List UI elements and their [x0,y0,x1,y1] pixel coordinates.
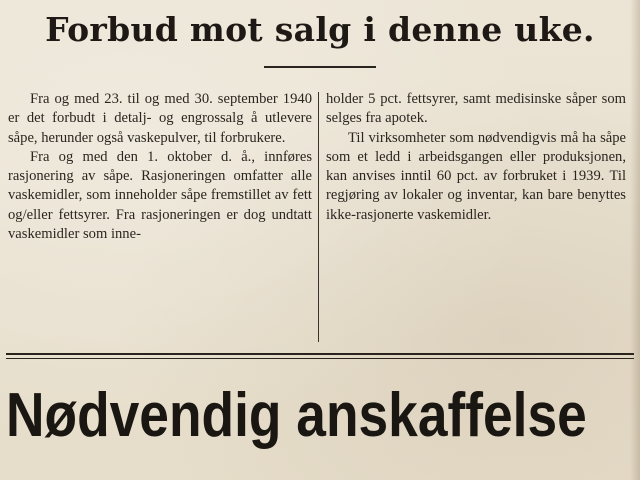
next-article-headline: Nødvendig anskaffelse [6,381,587,450]
paragraph-ban-period: Fra og med 23. til og med 30. september 1940 er det forbudt i detalj- og engrossalg å utlevere såpe, herunder også vaskepulver, til forbrukere. [8,91,312,146]
article-column-left [8,90,312,244]
page-edge-shadow [630,0,640,480]
article-column-right [326,90,626,225]
article-headline: Forbud mot salg i denne uke. [45,10,595,49]
section-divider-top [6,353,634,355]
paragraph-exemptions: holder 5 pct. fettsyrer, samt medisinske såper som selges fra apotek. [326,91,626,127]
column-divider [318,92,319,342]
paragraph-rationing: Fra og med den 1. oktober d. å., innføres rasjonering av såpe. Rasjoneringen omfatter alle vaskemidler, som inneholder såpe fremstillet av fett og/eller fettsyrer. Fra rasjoneringen er dog undtatt vaskemidler som inne- [8,148,312,243]
section-divider-bottom [6,358,634,359]
paragraph-businesses: Til virksomheter som nødvendigvis må ha såpe som et ledd i arbeidsgangen eller produksjonen, kan anvises inntil 60 pct. av forbruket i 1939. Til regjøring av lokaler og inventar, kan bare benyttes ikke-rasjonerte vaskemidler. [326,129,626,223]
headline-divider [264,66,376,68]
